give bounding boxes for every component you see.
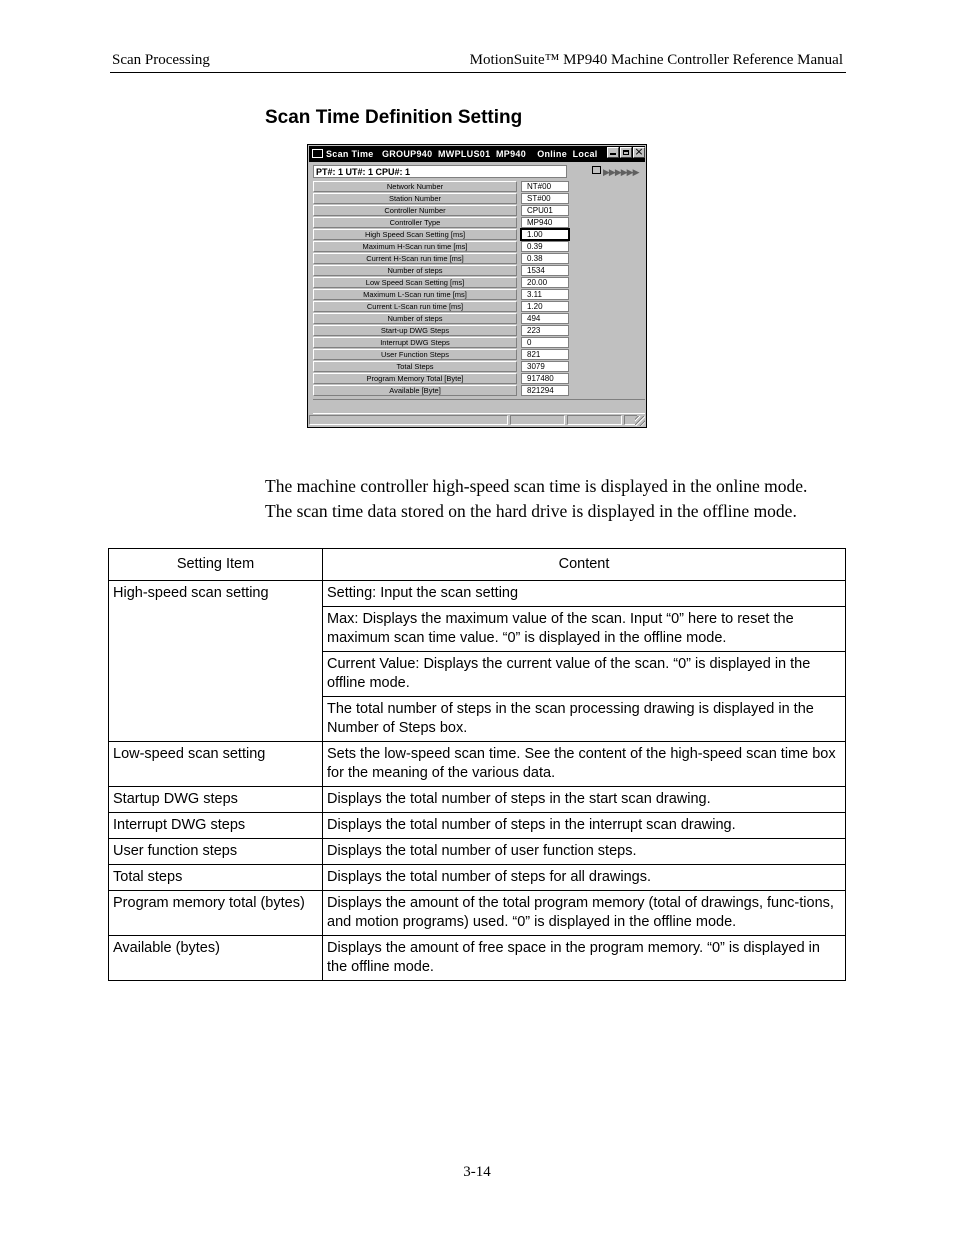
- table-row: [109, 839, 846, 865]
- scan-time-label: Interrupt DWG Steps: [313, 337, 517, 348]
- content-cell: Displays the total number of steps in the start scan drawing.: [323, 787, 846, 813]
- scan-time-row: [313, 373, 569, 385]
- section-title: Scan Time Definition Setting: [265, 107, 523, 128]
- play-arrows-icon: ▶▶▶▶▶▶: [603, 167, 639, 177]
- table-row: [109, 787, 846, 813]
- window-toolbar: [592, 166, 646, 178]
- computer-icon: [592, 166, 601, 174]
- scan-time-value: CPU01: [521, 205, 569, 216]
- scan-time-value: 821: [521, 349, 569, 360]
- scan-time-label: Number of steps: [313, 313, 517, 324]
- setting-item-cell: Interrupt DWG steps: [109, 813, 323, 839]
- setting-item-cell: Low-speed scan setting: [109, 742, 323, 787]
- setting-item-cell: Available (bytes): [109, 936, 323, 981]
- scan-time-label: Start-up DWG Steps: [313, 325, 517, 336]
- scan-time-grid: [313, 181, 569, 397]
- scan-time-label: Current L-Scan run time [ms]: [313, 301, 517, 312]
- running-header-manual-title: MotionSuite™ MP940 Machine Controller Reference Manual: [469, 52, 843, 68]
- scan-time-label: Controller Type: [313, 217, 517, 228]
- scan-time-label: Program Memory Total [Byte]: [313, 373, 517, 384]
- scan-time-label: Available [Byte]: [313, 385, 517, 396]
- content-cell: Sets the low-speed scan time. See the content of the high-speed scan time box for the meaning of the various data.: [323, 742, 846, 787]
- high-speed-scan-setting-field[interactable]: 1.00: [521, 229, 569, 240]
- window-controls: [607, 147, 645, 159]
- window-title-bar: [309, 146, 645, 162]
- content-cell: Max: Displays the maximum value of the scan. Input “0” here to reset the maximum scan time value. “0” is displayed in the offline mode.: [323, 607, 846, 652]
- window-title-text: Scan Time GROUP940 MWPLUS01 MP940 Online Local: [326, 149, 598, 159]
- scan-time-row: [313, 289, 569, 301]
- setting-item-cell: Total steps: [109, 865, 323, 891]
- scan-time-label: Low Speed Scan Setting [ms]: [313, 277, 517, 288]
- close-icon: [633, 147, 645, 158]
- scan-time-label: High Speed Scan Setting [ms]: [313, 229, 517, 240]
- scan-time-row: [313, 277, 569, 289]
- status-pane: [510, 415, 565, 425]
- header-rule: [110, 72, 846, 73]
- scan-time-value: MP940: [521, 217, 569, 228]
- scan-time-label: Maximum L-Scan run time [ms]: [313, 289, 517, 300]
- scan-time-value: 223: [521, 325, 569, 336]
- scan-time-value: 3079: [521, 361, 569, 372]
- status-pane: [309, 415, 508, 425]
- window-empty-area: [313, 399, 645, 414]
- scan-time-label: Total Steps: [313, 361, 517, 372]
- scan-time-value: NT#00: [521, 181, 569, 192]
- content-cell: The total number of steps in the scan processing drawing is displayed in the Number of Steps box.: [323, 697, 846, 742]
- scan-time-row: [313, 385, 569, 397]
- scan-time-value: 0.38: [521, 253, 569, 264]
- scan-time-value: 0.39: [521, 241, 569, 252]
- minimize-icon: [607, 147, 619, 158]
- scan-time-value: ST#00: [521, 193, 569, 204]
- content-cell: Displays the total number of steps in the interrupt scan drawing.: [323, 813, 846, 839]
- scan-time-value: 494: [521, 313, 569, 324]
- resize-grip-icon: [635, 416, 645, 426]
- content-cell: Setting: Input the scan setting: [323, 581, 846, 607]
- setting-item-cell: User function steps: [109, 839, 323, 865]
- table-row: [109, 891, 846, 936]
- scan-time-row: [313, 265, 569, 277]
- table-row: [109, 936, 846, 981]
- setting-item-cell: High-speed scan setting: [109, 581, 323, 742]
- content-cell: Displays the amount of the total program memory (total of drawings, func-tions, and motion programs) used. “0” is displayed in the offline mode.: [323, 891, 846, 936]
- scan-time-value: 20.00: [521, 277, 569, 288]
- scan-time-row: [313, 229, 569, 241]
- content-cell: Current Value: Displays the current value of the scan. “0” is displayed in the offline mode.: [323, 652, 846, 697]
- content-cell: Displays the amount of free space in the program memory. “0” is displayed in the offline mode.: [323, 936, 846, 981]
- scan-time-value: 3.11: [521, 289, 569, 300]
- body-paragraph-line: The scan time data stored on the hard drive is displayed in the offline mode.: [265, 501, 797, 521]
- column-header-setting-item: Setting Item: [109, 549, 323, 581]
- window-system-icon: [312, 149, 323, 158]
- scan-time-value: 1534: [521, 265, 569, 276]
- scan-time-value: 821294: [521, 385, 569, 396]
- scan-time-label: User Function Steps: [313, 349, 517, 360]
- scan-time-label: Number of steps: [313, 265, 517, 276]
- scan-time-value: 0: [521, 337, 569, 348]
- scan-time-window-screenshot: [307, 144, 647, 428]
- setting-item-cell: Program memory total (bytes): [109, 891, 323, 936]
- scan-time-label: Network Number: [313, 181, 517, 192]
- content-cell: Displays the total number of user function steps.: [323, 839, 846, 865]
- table-header-row: [109, 549, 846, 581]
- scan-time-row: [313, 241, 569, 253]
- status-pane: [567, 415, 622, 425]
- maximize-icon: [620, 147, 632, 158]
- content-cell: Displays the total number of steps for all drawings.: [323, 865, 846, 891]
- window-status-bar: [309, 415, 645, 426]
- setting-items-table: [108, 548, 846, 981]
- scan-time-row: [313, 361, 569, 373]
- scan-time-row: [313, 193, 569, 205]
- scan-time-row: [313, 181, 569, 193]
- scan-time-row: [313, 205, 569, 217]
- table-row: [109, 581, 846, 607]
- running-header-section: Scan Processing: [112, 52, 210, 68]
- table-row: [109, 865, 846, 891]
- scan-time-row: [313, 217, 569, 229]
- scan-time-row: [313, 253, 569, 265]
- column-header-content: Content: [323, 549, 846, 581]
- setting-item-cell: Startup DWG steps: [109, 787, 323, 813]
- body-paragraph-line: The machine controller high-speed scan time is displayed in the online mode.: [265, 476, 808, 496]
- scan-time-row: [313, 301, 569, 313]
- table-row: [109, 813, 846, 839]
- scan-time-label: Maximum H-Scan run time [ms]: [313, 241, 517, 252]
- scan-time-label: Current H-Scan run time [ms]: [313, 253, 517, 264]
- scan-time-label: Controller Number: [313, 205, 517, 216]
- scan-time-label: Station Number: [313, 193, 517, 204]
- scan-time-row: [313, 337, 569, 349]
- window-info-bar: PT#: 1 UT#: 1 CPU#: 1: [313, 165, 567, 178]
- scan-time-value: 1.20: [521, 301, 569, 312]
- scan-time-row: [313, 325, 569, 337]
- scan-time-row: [313, 313, 569, 325]
- scan-time-value: 917480: [521, 373, 569, 384]
- scan-time-row: [313, 349, 569, 361]
- page-number: 3-14: [463, 1164, 491, 1180]
- table-row: [109, 742, 846, 787]
